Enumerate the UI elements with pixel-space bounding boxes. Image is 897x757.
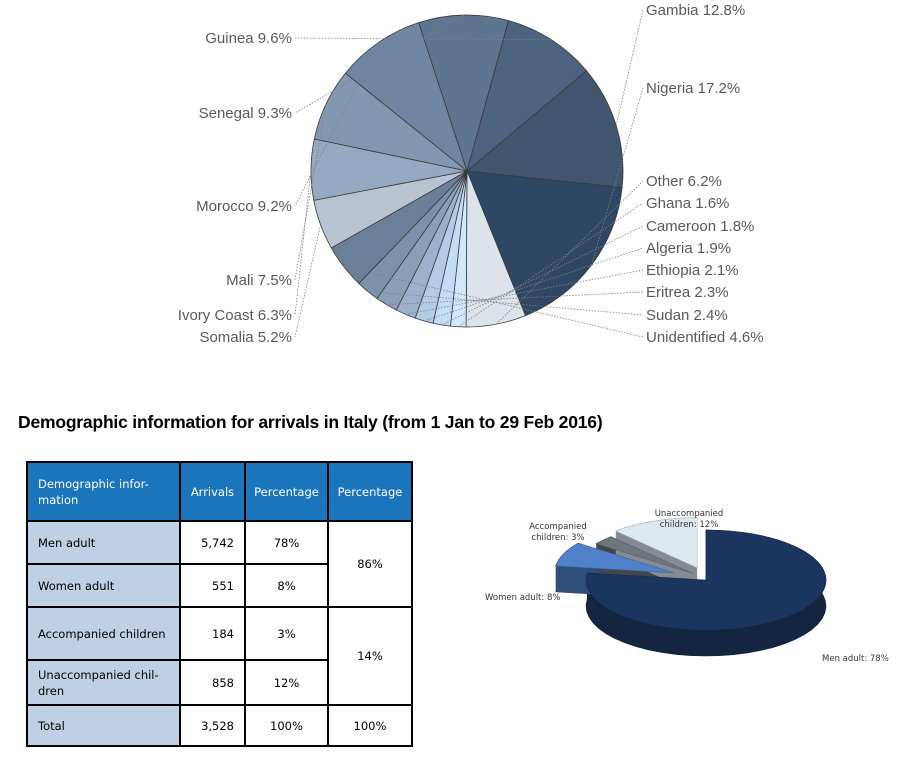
row-percentage: 12% bbox=[245, 660, 328, 705]
row-label: Men adult bbox=[27, 521, 180, 564]
table-header: Percentage bbox=[245, 462, 328, 521]
label-accompanied-children: Accompanied children: 3% bbox=[529, 522, 587, 543]
row-percentage: 100% bbox=[245, 705, 328, 746]
label-mali: Mali 7.5% bbox=[226, 272, 292, 289]
demographic-table bbox=[26, 461, 413, 747]
table-row bbox=[27, 607, 412, 660]
label-men-adult: Men adult: 78% bbox=[822, 654, 889, 664]
row-label: Accompanied children bbox=[27, 607, 180, 660]
label-women-adult: Women adult: 8% bbox=[485, 593, 561, 603]
label-eritrea: Eritrea 2.3% bbox=[646, 284, 729, 301]
row-label: Unaccompanied chil- dren bbox=[27, 660, 180, 705]
row-label: Total bbox=[27, 705, 180, 746]
label-somalia: Somalia 5.2% bbox=[199, 329, 292, 346]
group-percentage: 14% bbox=[328, 607, 412, 705]
label-ivory-coast: Ivory Coast 6.3% bbox=[177, 307, 292, 324]
label-senegal: Senegal 9.3% bbox=[198, 105, 292, 122]
label-unidentified: Unidentified 4.6% bbox=[646, 329, 764, 346]
row-label: Women adult bbox=[27, 564, 180, 607]
row-arrivals: 551 bbox=[180, 564, 245, 607]
table-header: Percentage bbox=[328, 462, 412, 521]
row-arrivals: 858 bbox=[180, 660, 245, 705]
row-percentage: 78% bbox=[245, 521, 328, 564]
label-gambia: Gambia 12.8% bbox=[646, 2, 746, 19]
label-ghana: Ghana 1.6% bbox=[646, 195, 730, 212]
label-algeria: Algeria 1.9% bbox=[646, 240, 732, 257]
label-nigeria: Nigeria 17.2% bbox=[646, 80, 741, 97]
row-percentage: 3% bbox=[245, 607, 328, 660]
group-percentage: 86% bbox=[328, 521, 412, 607]
row-arrivals: 184 bbox=[180, 607, 245, 660]
row-percentage: 8% bbox=[245, 564, 328, 607]
table-row bbox=[27, 521, 412, 564]
row-arrivals: 3,528 bbox=[180, 705, 245, 746]
table-header: Arrivals bbox=[180, 462, 245, 521]
table-header: Demographic infor- mation bbox=[27, 462, 180, 521]
demographic-3d-pie-chart bbox=[470, 500, 897, 680]
row-arrivals: 5,742 bbox=[180, 521, 245, 564]
label-other: Other 6.2% bbox=[646, 173, 722, 190]
group-percentage: 100% bbox=[328, 705, 412, 746]
label-guinea: Guinea 9.6% bbox=[205, 30, 292, 47]
table-header-row bbox=[27, 462, 412, 521]
label-sudan: Sudan 2.4% bbox=[646, 307, 728, 324]
label-unaccompanied-children: Unaccompanied children: 12% bbox=[654, 509, 724, 530]
leader-line-ivory-coast bbox=[295, 170, 311, 315]
table-row bbox=[27, 705, 412, 746]
label-morocco: Morocco 9.2% bbox=[196, 198, 292, 215]
country-pie-chart bbox=[0, 0, 897, 370]
label-ethiopia: Ethiopia 2.1% bbox=[646, 262, 739, 279]
label-cameroon: Cameroon 1.8% bbox=[646, 218, 755, 235]
leader-line-gambia bbox=[616, 10, 643, 126]
section-title: Demographic information for arrivals in Italy (from 1 Jan to 29 Feb 2016) bbox=[18, 412, 603, 432]
